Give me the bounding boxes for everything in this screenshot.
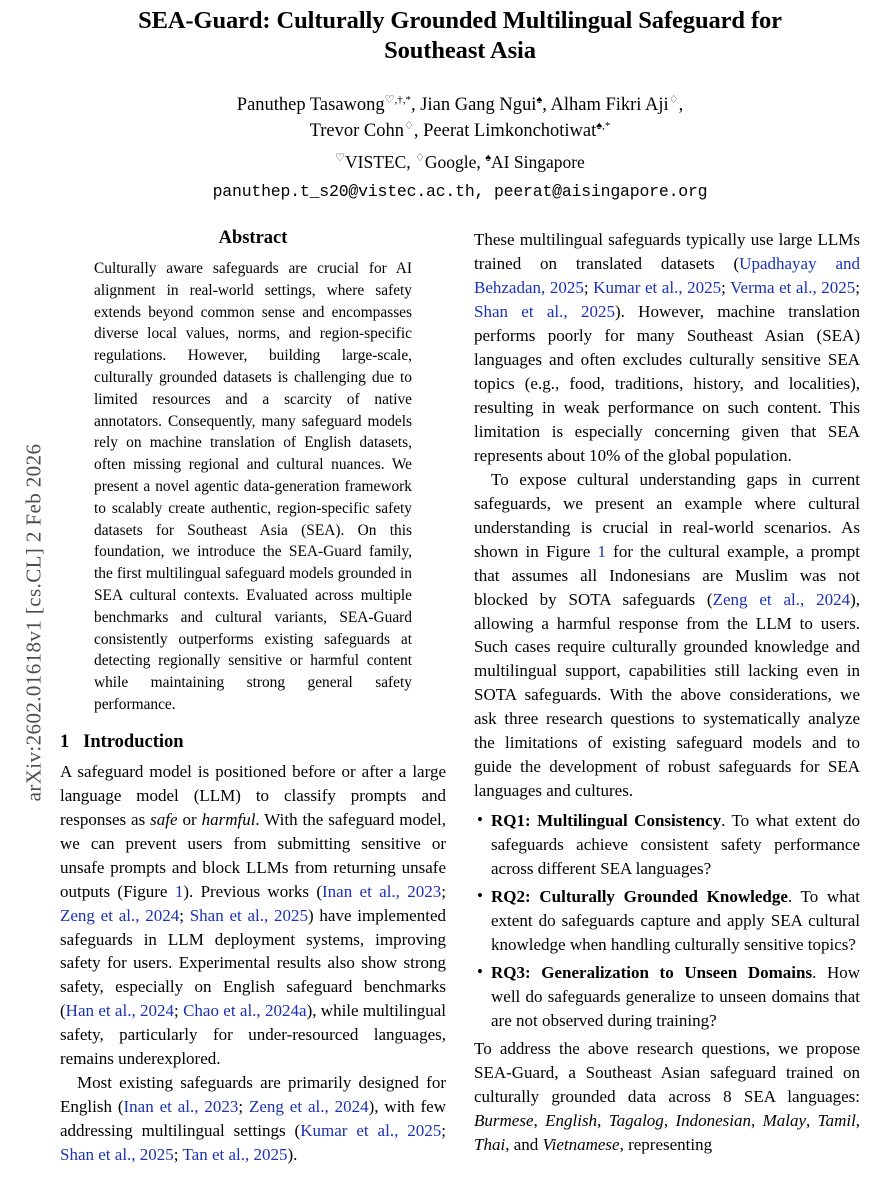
text-run: ; bbox=[721, 277, 731, 297]
body-columns bbox=[60, 228, 860, 1167]
citation-link[interactable]: Inan et al., 2023 bbox=[321, 881, 442, 901]
emphasis-safe: safe bbox=[150, 809, 178, 829]
affiliation-3: AI Singapore bbox=[491, 152, 585, 173]
right-paragraph-2 bbox=[474, 468, 860, 804]
text-run: ), while multilingual safety, particularly for under-resourced languages, remains underexplored. bbox=[60, 1001, 447, 1069]
text-run: ; bbox=[441, 881, 446, 901]
left-column bbox=[60, 228, 446, 1167]
research-questions-list bbox=[474, 809, 860, 1033]
text-run: for the cultural example, a prompt that assumes all Indonesians are Muslim was not blocked by SOTA safeguards ( bbox=[474, 541, 860, 609]
author-name: , bbox=[678, 94, 684, 115]
text-run: To address the above research questions, we propose SEA-Guard, a Southeast Asian safeguard trained on culturally grounded data across 8 SEA languages: bbox=[474, 1038, 860, 1106]
rq-text: . How well do safeguards generalize to unseen domains that are not observed during training? bbox=[491, 963, 861, 1030]
rq-label: RQ1: Multilingual Consistency bbox=[491, 811, 722, 831]
author-name: , Peerat Limkonchotiwat bbox=[413, 121, 597, 142]
text-run: , bbox=[750, 1110, 763, 1130]
list-item bbox=[474, 961, 860, 1033]
citation-link[interactable]: Tan et al., 2025 bbox=[182, 1145, 288, 1165]
citation-link[interactable]: Inan et al., 2023 bbox=[123, 1097, 239, 1117]
author-name: , Jian Gang Ngui bbox=[411, 94, 537, 115]
rq-text: . To what extent do safeguards capture and apply SEA cultural knowledge when handling culturally sensitive topics? bbox=[491, 887, 860, 955]
right-paragraph-1 bbox=[474, 228, 860, 468]
text-run: , bbox=[806, 1110, 818, 1130]
citation-link[interactable]: Han et al., 2024 bbox=[65, 1001, 175, 1021]
citation-link[interactable]: Kumar et al., 2025 bbox=[300, 1121, 442, 1141]
author-name: , Alham Fikri Aji bbox=[542, 94, 669, 115]
citation-link[interactable]: Zeng et al., 2024 bbox=[712, 589, 851, 609]
text-run: ). However, machine translation performs poorly for many Southeast Asian (SEA) languages and often excludes culturally sensitive SEA topics (e.g., food, traditions, history, and localities), resulting in weak performance on such content. This limitation is especially concerning given that SEA represents about 10% of the global population. bbox=[474, 301, 860, 465]
figure-ref-link[interactable]: 1 bbox=[597, 541, 606, 561]
rq-label: RQ2: Culturally Grounded Knowledge bbox=[491, 887, 788, 907]
paper-page bbox=[60, 0, 860, 1200]
citation-link[interactable]: Shan et al., 2025 bbox=[189, 905, 308, 925]
rq-label: RQ3: Generalization to Unseen Domains bbox=[491, 963, 813, 983]
author-line-2 bbox=[60, 118, 860, 144]
text-run: or bbox=[177, 809, 202, 829]
citation-link[interactable]: Shan et al., 2025 bbox=[60, 1145, 174, 1165]
citation-link[interactable]: Zeng et al., 2024 bbox=[249, 1097, 369, 1117]
citation-link[interactable]: Kumar et al., 2025 bbox=[593, 277, 722, 297]
text-run: ). Previous works ( bbox=[183, 881, 322, 901]
text-run: , bbox=[855, 1110, 861, 1130]
right-paragraph-3 bbox=[474, 1037, 860, 1157]
citation-link[interactable]: Chao et al., 2024a bbox=[183, 1001, 307, 1021]
intro-paragraph-1 bbox=[60, 760, 446, 1072]
list-item bbox=[474, 809, 860, 881]
language-name: Thai bbox=[474, 1134, 506, 1154]
language-name: English bbox=[545, 1110, 598, 1130]
author-symbol: ♢ bbox=[668, 93, 679, 106]
author-symbol: ♢ bbox=[404, 119, 414, 132]
list-item bbox=[474, 885, 860, 957]
text-run: ; bbox=[238, 1097, 249, 1117]
text-run: ). bbox=[287, 1145, 298, 1165]
text-run: , bbox=[597, 1110, 609, 1130]
citation-link[interactable]: Verma et al., 2025 bbox=[730, 277, 856, 297]
affiliation-symbol: ♠ bbox=[485, 152, 492, 165]
text-run: , and bbox=[505, 1134, 543, 1154]
language-name: Burmese bbox=[474, 1110, 534, 1130]
emphasis-harmful: harmful bbox=[201, 809, 256, 829]
text-run: ; bbox=[173, 1145, 183, 1165]
text-run: ), allowing a harmful response from the LLM to users. Such cases require culturally grounded knowledge and multilingual support, capabilities still lacking even in SOTA safeguards. With the above considerations, we ask three research questions to systematically analyze the limitations of existing safeguard models and to guide the development of robust safeguards for SEA languages and cultures. bbox=[474, 589, 861, 801]
text-run: , bbox=[663, 1110, 676, 1130]
abstract-text: Culturally aware safeguards are crucial for AI alignment in real-world settings, where safety extends beyond common sense and encompasses diverse local values, norms, and region-specific regulations. However, building large-scale, culturally grounded datasets is challenging due to limited resources and a scarcity of native annotators. Consequently, many safeguard models rely on machine translation of English datasets, often missing regional and cultural nuances. We present a novel agentic data-generation framework to scalably create authentic, region-specific safety datasets for Southeast Asia (SEA). On this foundation, we introduce the SEA-Guard family, the first multilingual safeguard models grounded in SEA cultural contexts. Evaluated across multiple benchmarks and cultural variants, SEA-Guard consistently outperforms existing safeguards at detecting regionally sensitive or harmful content while maintaining strong general safety performance. bbox=[94, 260, 412, 713]
text-run: , bbox=[533, 1110, 546, 1130]
page-title: SEA-Guard: Culturally Grounded Multilingual Safeguard for Southeast Asia bbox=[138, 7, 782, 64]
author-line-1 bbox=[60, 92, 860, 118]
intro-paragraph-2 bbox=[60, 1071, 446, 1167]
text-run: To expose cultural understanding gaps in current safeguards, we present an example where cultural understanding is crucial in real-world scenarios. As shown in Figure bbox=[474, 469, 860, 561]
author-list bbox=[60, 92, 860, 145]
abstract-heading: Abstract bbox=[218, 228, 288, 248]
text-run: ), with few addressing multilingual settings ( bbox=[60, 1097, 447, 1141]
author-emails: panuthep.t_s20@vistec.ac.th, peerat@aisingapore.org bbox=[212, 182, 708, 202]
affiliation-1: VISTEC, bbox=[345, 152, 411, 173]
text-run: ; bbox=[855, 277, 861, 297]
text-run: These multilingual safeguards typically use large LLMs trained on translated datasets ( bbox=[474, 230, 860, 273]
text-run: ; bbox=[174, 1001, 184, 1021]
affiliation-2: Google, bbox=[424, 152, 481, 173]
section-title: Introduction bbox=[83, 731, 184, 752]
language-name: Indonesian bbox=[675, 1110, 751, 1130]
author-name: Trevor Cohn bbox=[309, 121, 405, 142]
section-number: 1 bbox=[60, 731, 70, 752]
text-run: ; bbox=[441, 1121, 446, 1141]
text-run: . With the safeguard model, we can prevent users from submitting sensitive or unsafe prompts and block LLMs from returning unsafe outputs (Figure bbox=[60, 809, 447, 901]
language-name: Vietnamese bbox=[542, 1134, 620, 1154]
citation-link[interactable]: Upadhayay and Behzadan, 2025 bbox=[474, 253, 860, 297]
author-name: Panuthep Tasawong bbox=[236, 94, 385, 115]
affiliation-symbol: ♡ bbox=[335, 152, 346, 165]
affiliation-line bbox=[60, 151, 860, 173]
text-run: ; bbox=[583, 277, 594, 297]
language-name: Malay bbox=[762, 1110, 807, 1130]
rq-text: . To what extent do safeguards achieve consistent safety performance across different SEA languages? bbox=[491, 811, 860, 879]
text-run: A safeguard model is positioned before or after a large language model (LLM) to classify prompts and responses as bbox=[60, 761, 446, 829]
right-column bbox=[474, 228, 860, 1167]
affiliation-symbol: ♢ bbox=[415, 152, 425, 165]
figure-ref-link[interactable]: 1 bbox=[174, 881, 184, 901]
author-symbol: ♠,* bbox=[596, 119, 611, 132]
text-run: Most existing safeguards are primarily designed for English ( bbox=[60, 1073, 446, 1117]
language-name: Tagalog bbox=[608, 1110, 664, 1130]
author-symbol: ♠ bbox=[536, 93, 543, 106]
citation-link[interactable]: Zeng et al., 2024 bbox=[60, 905, 180, 925]
language-name: Tamil bbox=[817, 1110, 856, 1130]
author-symbol: ♡,†,* bbox=[384, 93, 412, 106]
citation-link[interactable]: Shan et al., 2025 bbox=[474, 301, 615, 321]
section-heading-introduction bbox=[60, 732, 446, 753]
arxiv-stamp: arXiv:2602.01618v1 [cs.CL] 2 Feb 2026 bbox=[21, 443, 46, 802]
text-run: ; bbox=[179, 905, 190, 925]
text-run: , representing bbox=[619, 1134, 713, 1154]
text-run: ) have implemented safeguards in LLM deployment systems, improving safety for users. Experimental results also show strong safety, especially on English safeguard benchmarks ( bbox=[60, 905, 447, 1021]
